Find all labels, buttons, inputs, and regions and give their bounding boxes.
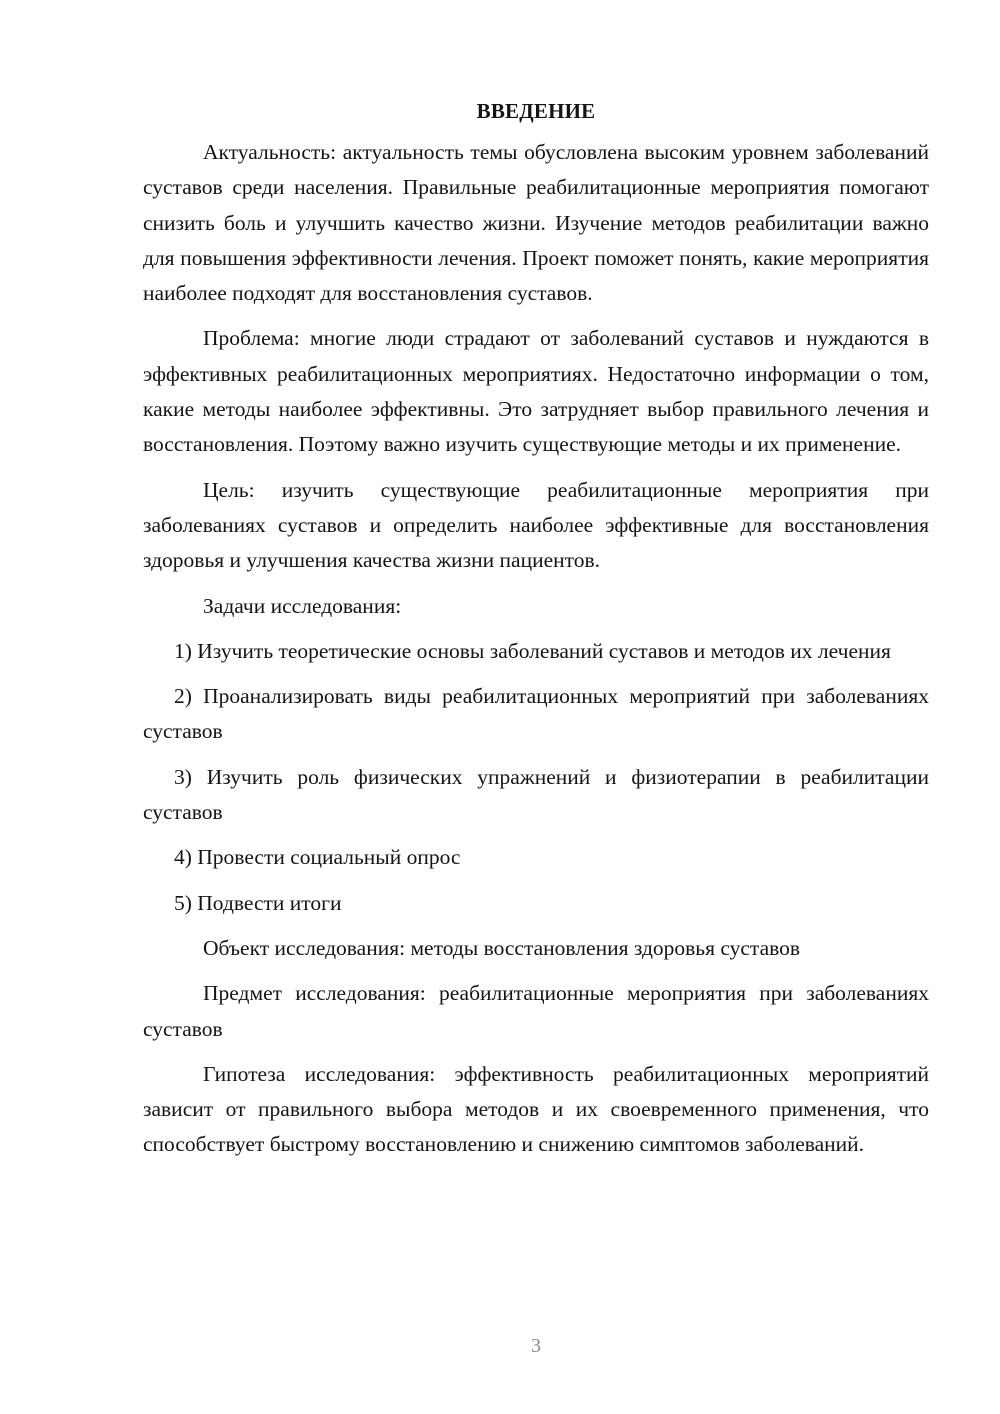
section-heading: ВВЕДЕНИЕ [476,99,596,123]
paragraph-object: Объект исследования: методы восстановления здоровья суставов [203,935,801,960]
task-item: 3) Изучить роль физических упражнений и физиотерапии в реабилитации суставов [143,764,929,825]
tasks-intro: Задачи исследования: [203,593,402,618]
task-item: 2) Проанализировать виды реабилитационных мероприятий при заболеваниях суставов [143,684,929,744]
task-item: 5) Подвести итоги [174,890,342,915]
page-content [143,94,929,1163]
paragraph-subject: Предмет исследования: реабилитационные мероприятия при заболеваниях суставов [143,981,929,1041]
paragraph-hypothesis: Гипотеза исследования: эффективность реабилитационных мероприятий зависит от правильного выбора методов и их своевременного применения, что способствует быстрому восстановлению и снижению симптомов заболеваний. [143,1061,929,1157]
paragraph-goal: Цель: изучить существующие реабилитационные мероприятия при заболеваниях суставов и определить наиболее эффективные для восстановления здоровья и улучшения качества жизни пациентов. [143,477,929,573]
paragraph-relevance: Актуальность: актуальность темы обусловлена высоким уровнем заболеваний суставов среди населения. Правильные реабилитационные мероприятия помогают снизить боль и улучшить качество жизни. Изучение методов реабилитации важно для повышения эффективности лечения. Проект поможет понять, какие мероприятия наиболее подходят для восстановления суставов. [143,140,929,306]
task-item: 4) Провести социальный опрос [174,845,461,870]
task-item: 1) Изучить теоретические основы заболеваний суставов и методов их лечения [174,638,891,663]
paragraph-problem: Проблема: многие люди страдают от заболеваний суставов и нуждаются в эффективных реабилитационных мероприятиях. Недостаточно информации о том, какие методы наиболее эффективны. Это затрудняет выбор правильного лечения и восстановления. Поэтому важно изучить существующие методы и их применение. [143,326,929,457]
page-number: 3 [531,1335,541,1357]
